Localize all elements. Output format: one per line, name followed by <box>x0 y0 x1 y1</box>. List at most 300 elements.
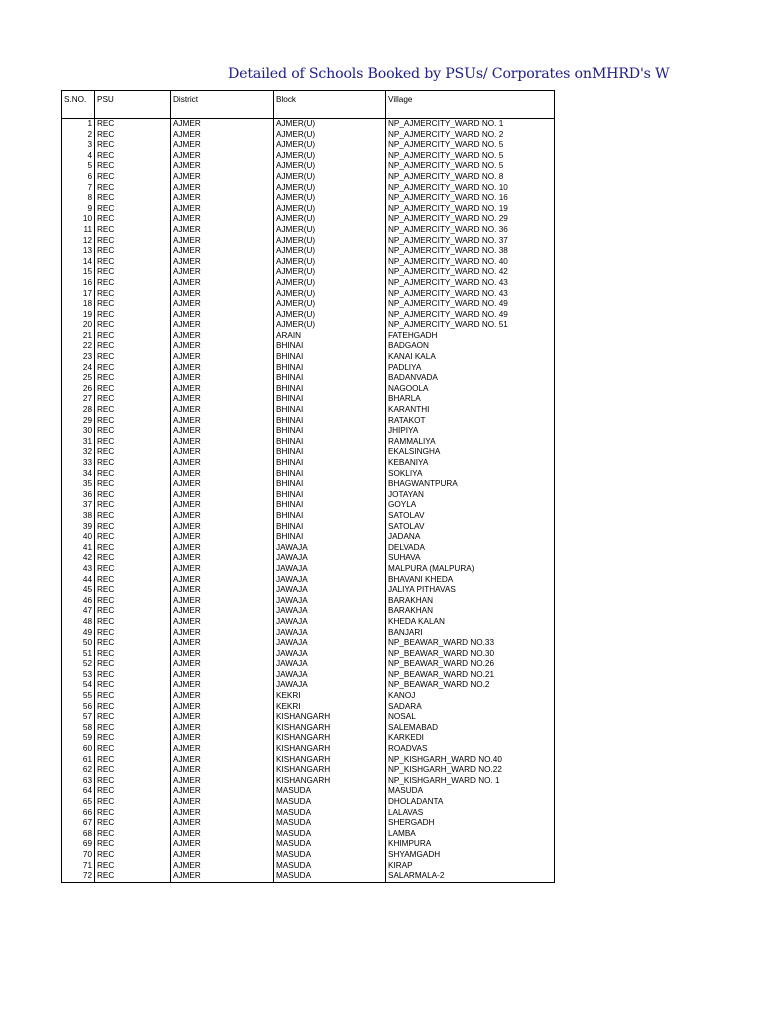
column-header-sno: S.NO. <box>62 91 95 119</box>
cell-district: AJMER <box>171 585 274 596</box>
cell-block: AJMER(U) <box>274 289 386 300</box>
cell-village: BANJARI <box>386 628 555 639</box>
cell-village: NP_KISHGARH_WARD NO. 1 <box>386 776 555 787</box>
cell-district: AJMER <box>171 638 274 649</box>
cell-block: MASUDA <box>274 839 386 850</box>
cell-village: NP_AJMERCITY_WARD NO. 42 <box>386 267 555 278</box>
cell-psu: REC <box>95 352 171 363</box>
cell-block: MASUDA <box>274 871 386 882</box>
cell-sno: 63 <box>62 776 95 787</box>
table-row <box>62 320 555 331</box>
cell-block: AJMER(U) <box>274 130 386 141</box>
table-row <box>62 490 555 501</box>
cell-sno: 29 <box>62 416 95 427</box>
cell-village: JOTAYAN <box>386 490 555 501</box>
cell-village: NP_AJMERCITY_WARD NO. 1 <box>386 119 555 130</box>
cell-village: BHAVANI KHEDA <box>386 575 555 586</box>
table-row <box>62 246 555 257</box>
table-row <box>62 310 555 321</box>
cell-district: AJMER <box>171 712 274 723</box>
cell-block: AJMER(U) <box>274 320 386 331</box>
cell-sno: 33 <box>62 458 95 469</box>
cell-block: BHINAI <box>274 394 386 405</box>
cell-block: AJMER(U) <box>274 204 386 215</box>
cell-block: KISHANGARH <box>274 723 386 734</box>
cell-sno: 18 <box>62 299 95 310</box>
table-row <box>62 818 555 829</box>
cell-block: AJMER(U) <box>274 140 386 151</box>
cell-psu: REC <box>95 299 171 310</box>
cell-village: KARKEDI <box>386 733 555 744</box>
cell-district: AJMER <box>171 691 274 702</box>
cell-district: AJMER <box>171 829 274 840</box>
cell-psu: REC <box>95 130 171 141</box>
cell-sno: 72 <box>62 871 95 882</box>
cell-sno: 14 <box>62 257 95 268</box>
cell-sno: 5 <box>62 161 95 172</box>
cell-psu: REC <box>95 638 171 649</box>
cell-psu: REC <box>95 839 171 850</box>
cell-psu: REC <box>95 479 171 490</box>
table-row <box>62 352 555 363</box>
table-row <box>62 151 555 162</box>
cell-district: AJMER <box>171 744 274 755</box>
cell-psu: REC <box>95 278 171 289</box>
cell-village: LALAVAS <box>386 808 555 819</box>
table-row <box>62 575 555 586</box>
cell-block: JAWAJA <box>274 628 386 639</box>
table-row <box>62 712 555 723</box>
cell-block: KEKRI <box>274 691 386 702</box>
cell-psu: REC <box>95 522 171 533</box>
table-row <box>62 702 555 713</box>
cell-sno: 21 <box>62 331 95 342</box>
cell-sno: 70 <box>62 850 95 861</box>
cell-sno: 34 <box>62 469 95 480</box>
cell-block: AJMER(U) <box>274 236 386 247</box>
cell-village: NP_BEAWAR_WARD NO.21 <box>386 670 555 681</box>
table-row <box>62 193 555 204</box>
cell-psu: REC <box>95 511 171 522</box>
cell-sno: 69 <box>62 839 95 850</box>
cell-block: AJMER(U) <box>274 151 386 162</box>
table-body <box>62 119 555 883</box>
cell-block: AJMER(U) <box>274 299 386 310</box>
cell-district: AJMER <box>171 733 274 744</box>
cell-sno: 59 <box>62 733 95 744</box>
cell-block: BHINAI <box>274 363 386 374</box>
cell-block: JAWAJA <box>274 680 386 691</box>
cell-district: AJMER <box>171 193 274 204</box>
table-row <box>62 543 555 554</box>
cell-district: AJMER <box>171 151 274 162</box>
cell-sno: 52 <box>62 659 95 670</box>
cell-psu: REC <box>95 458 171 469</box>
cell-psu: REC <box>95 596 171 607</box>
cell-village: JHIPIYA <box>386 426 555 437</box>
cell-village: SOKLIYA <box>386 469 555 480</box>
cell-block: BHINAI <box>274 405 386 416</box>
cell-block: BHINAI <box>274 416 386 427</box>
cell-village: SHYAMGADH <box>386 850 555 861</box>
table-row <box>62 659 555 670</box>
cell-block: MASUDA <box>274 808 386 819</box>
cell-psu: REC <box>95 564 171 575</box>
cell-village: BARAKHAN <box>386 596 555 607</box>
cell-psu: REC <box>95 617 171 628</box>
cell-sno: 65 <box>62 797 95 808</box>
cell-district: AJMER <box>171 363 274 374</box>
cell-district: AJMER <box>171 214 274 225</box>
cell-block: ARAIN <box>274 331 386 342</box>
cell-block: BHINAI <box>274 437 386 448</box>
cell-sno: 39 <box>62 522 95 533</box>
cell-district: AJMER <box>171 416 274 427</box>
cell-sno: 4 <box>62 151 95 162</box>
cell-block: JAWAJA <box>274 543 386 554</box>
table-row <box>62 331 555 342</box>
cell-sno: 38 <box>62 511 95 522</box>
cell-village: NP_AJMERCITY_WARD NO. 5 <box>386 151 555 162</box>
cell-village: SHERGADH <box>386 818 555 829</box>
cell-sno: 60 <box>62 744 95 755</box>
table-row <box>62 776 555 787</box>
cell-sno: 6 <box>62 172 95 183</box>
cell-sno: 67 <box>62 818 95 829</box>
table-row <box>62 617 555 628</box>
cell-sno: 50 <box>62 638 95 649</box>
cell-district: AJMER <box>171 384 274 395</box>
cell-psu: REC <box>95 225 171 236</box>
cell-sno: 7 <box>62 183 95 194</box>
cell-district: AJMER <box>171 172 274 183</box>
cell-block: JAWAJA <box>274 596 386 607</box>
cell-district: AJMER <box>171 797 274 808</box>
table-row <box>62 384 555 395</box>
cell-psu: REC <box>95 829 171 840</box>
cell-block: BHINAI <box>274 522 386 533</box>
cell-psu: REC <box>95 267 171 278</box>
cell-district: AJMER <box>171 617 274 628</box>
cell-sno: 51 <box>62 649 95 660</box>
cell-psu: REC <box>95 490 171 501</box>
cell-block: AJMER(U) <box>274 225 386 236</box>
cell-sno: 43 <box>62 564 95 575</box>
table-row <box>62 426 555 437</box>
cell-psu: REC <box>95 246 171 257</box>
cell-psu: REC <box>95 733 171 744</box>
cell-village: SATOLAV <box>386 511 555 522</box>
cell-block: MASUDA <box>274 861 386 872</box>
cell-sno: 42 <box>62 553 95 564</box>
table-row <box>62 183 555 194</box>
cell-psu: REC <box>95 172 171 183</box>
cell-district: AJMER <box>171 564 274 575</box>
cell-district: AJMER <box>171 659 274 670</box>
cell-sno: 17 <box>62 289 95 300</box>
cell-block: BHINAI <box>274 426 386 437</box>
cell-sno: 13 <box>62 246 95 257</box>
cell-village: JADANA <box>386 532 555 543</box>
cell-village: BADGAON <box>386 341 555 352</box>
cell-psu: REC <box>95 405 171 416</box>
cell-block: KISHANGARH <box>274 765 386 776</box>
table-row <box>62 267 555 278</box>
cell-village: NP_AJMERCITY_WARD NO. 19 <box>386 204 555 215</box>
cell-district: AJMER <box>171 458 274 469</box>
cell-district: AJMER <box>171 225 274 236</box>
cell-sno: 30 <box>62 426 95 437</box>
cell-block: JAWAJA <box>274 659 386 670</box>
cell-psu: REC <box>95 193 171 204</box>
cell-village: NP_AJMERCITY_WARD NO. 37 <box>386 236 555 247</box>
cell-sno: 46 <box>62 596 95 607</box>
cell-psu: REC <box>95 755 171 766</box>
cell-psu: REC <box>95 447 171 458</box>
cell-block: AJMER(U) <box>274 214 386 225</box>
cell-village: JALIYA PITHAVAS <box>386 585 555 596</box>
cell-village: EKALSINGHA <box>386 447 555 458</box>
cell-psu: REC <box>95 363 171 374</box>
cell-district: AJMER <box>171 130 274 141</box>
cell-block: MASUDA <box>274 829 386 840</box>
table-row <box>62 373 555 384</box>
table-row <box>62 214 555 225</box>
table-row <box>62 225 555 236</box>
cell-village: NP_AJMERCITY_WARD NO. 49 <box>386 299 555 310</box>
cell-psu: REC <box>95 797 171 808</box>
cell-block: MASUDA <box>274 850 386 861</box>
cell-block: BHINAI <box>274 532 386 543</box>
cell-block: BHINAI <box>274 500 386 511</box>
cell-psu: REC <box>95 373 171 384</box>
cell-village: NP_BEAWAR_WARD NO.2 <box>386 680 555 691</box>
cell-sno: 68 <box>62 829 95 840</box>
cell-village: KARANTHI <box>386 405 555 416</box>
cell-district: AJMER <box>171 649 274 660</box>
cell-district: AJMER <box>171 596 274 607</box>
cell-psu: REC <box>95 384 171 395</box>
cell-psu: REC <box>95 437 171 448</box>
cell-sno: 40 <box>62 532 95 543</box>
cell-block: JAWAJA <box>274 575 386 586</box>
cell-psu: REC <box>95 628 171 639</box>
cell-village: NP_AJMERCITY_WARD NO. 40 <box>386 257 555 268</box>
table-row <box>62 458 555 469</box>
cell-psu: REC <box>95 532 171 543</box>
table-row <box>62 638 555 649</box>
cell-sno: 28 <box>62 405 95 416</box>
cell-district: AJMER <box>171 267 274 278</box>
table-row <box>62 500 555 511</box>
cell-sno: 16 <box>62 278 95 289</box>
table-header-row <box>62 91 555 119</box>
cell-sno: 10 <box>62 214 95 225</box>
cell-sno: 49 <box>62 628 95 639</box>
cell-sno: 26 <box>62 384 95 395</box>
cell-village: RATAKOT <box>386 416 555 427</box>
cell-village: NP_AJMERCITY_WARD NO. 10 <box>386 183 555 194</box>
table-row <box>62 522 555 533</box>
cell-block: KEKRI <box>274 702 386 713</box>
cell-psu: REC <box>95 394 171 405</box>
table-row <box>62 532 555 543</box>
cell-sno: 58 <box>62 723 95 734</box>
cell-sno: 31 <box>62 437 95 448</box>
column-header-block: Block <box>274 91 386 119</box>
cell-psu: REC <box>95 543 171 554</box>
cell-sno: 24 <box>62 363 95 374</box>
table-row <box>62 628 555 639</box>
table-row <box>62 479 555 490</box>
cell-psu: REC <box>95 310 171 321</box>
cell-district: AJMER <box>171 575 274 586</box>
cell-psu: REC <box>95 500 171 511</box>
cell-village: NP_BEAWAR_WARD NO.33 <box>386 638 555 649</box>
column-header-village: Village <box>386 91 555 119</box>
cell-village: BHAGWANTPURA <box>386 479 555 490</box>
page-title: Detailed of Schools Booked by PSUs/ Corporates onMHRD's W <box>228 66 670 82</box>
cell-village: SADARA <box>386 702 555 713</box>
cell-psu: REC <box>95 469 171 480</box>
cell-district: AJMER <box>171 405 274 416</box>
table-row <box>62 765 555 776</box>
cell-sno: 54 <box>62 680 95 691</box>
cell-district: AJMER <box>171 818 274 829</box>
column-header-psu: PSU <box>95 91 171 119</box>
cell-village: GOYLA <box>386 500 555 511</box>
cell-district: AJMER <box>171 373 274 384</box>
table-row <box>62 606 555 617</box>
cell-sno: 3 <box>62 140 95 151</box>
cell-village: KANOJ <box>386 691 555 702</box>
cell-sno: 8 <box>62 193 95 204</box>
table-row <box>62 437 555 448</box>
cell-district: AJMER <box>171 522 274 533</box>
cell-block: BHINAI <box>274 447 386 458</box>
cell-psu: REC <box>95 553 171 564</box>
cell-district: AJMER <box>171 765 274 776</box>
cell-block: AJMER(U) <box>274 246 386 257</box>
cell-sno: 23 <box>62 352 95 363</box>
cell-village: NP_BEAWAR_WARD NO.26 <box>386 659 555 670</box>
table-row <box>62 140 555 151</box>
cell-block: BHINAI <box>274 469 386 480</box>
cell-block: AJMER(U) <box>274 257 386 268</box>
cell-sno: 64 <box>62 786 95 797</box>
table-row <box>62 797 555 808</box>
cell-psu: REC <box>95 331 171 342</box>
cell-village: LAMBA <box>386 829 555 840</box>
cell-village: MALPURA (MALPURA) <box>386 564 555 575</box>
cell-village: NP_AJMERCITY_WARD NO. 8 <box>386 172 555 183</box>
cell-block: AJMER(U) <box>274 161 386 172</box>
cell-district: AJMER <box>171 140 274 151</box>
cell-district: AJMER <box>171 479 274 490</box>
cell-sno: 1 <box>62 119 95 130</box>
cell-village: ROADVAS <box>386 744 555 755</box>
cell-psu: REC <box>95 204 171 215</box>
table-row <box>62 119 555 130</box>
cell-district: AJMER <box>171 850 274 861</box>
cell-district: AJMER <box>171 257 274 268</box>
cell-psu: REC <box>95 257 171 268</box>
cell-district: AJMER <box>171 553 274 564</box>
table-row <box>62 850 555 861</box>
cell-village: DELVADA <box>386 543 555 554</box>
table-row <box>62 363 555 374</box>
cell-village: BARAKHAN <box>386 606 555 617</box>
schools-table <box>61 90 555 883</box>
cell-psu: REC <box>95 659 171 670</box>
cell-sno: 53 <box>62 670 95 681</box>
table-row <box>62 755 555 766</box>
cell-district: AJMER <box>171 469 274 480</box>
table-row <box>62 871 555 882</box>
cell-district: AJMER <box>171 310 274 321</box>
cell-district: AJMER <box>171 839 274 850</box>
cell-block: AJMER(U) <box>274 172 386 183</box>
table-row <box>62 204 555 215</box>
cell-village: NP_KISHGARH_WARD NO.22 <box>386 765 555 776</box>
cell-sno: 32 <box>62 447 95 458</box>
cell-psu: REC <box>95 416 171 427</box>
cell-psu: REC <box>95 341 171 352</box>
cell-village: KANAI KALA <box>386 352 555 363</box>
cell-district: AJMER <box>171 755 274 766</box>
cell-village: SUHAVA <box>386 553 555 564</box>
cell-district: AJMER <box>171 183 274 194</box>
cell-sno: 9 <box>62 204 95 215</box>
table-row <box>62 596 555 607</box>
table-row <box>62 405 555 416</box>
cell-district: AJMER <box>171 447 274 458</box>
table-row <box>62 744 555 755</box>
cell-district: AJMER <box>171 352 274 363</box>
cell-village: FATEHGADH <box>386 331 555 342</box>
cell-block: JAWAJA <box>274 564 386 575</box>
cell-district: AJMER <box>171 299 274 310</box>
cell-village: NP_KISHGARH_WARD NO.40 <box>386 755 555 766</box>
cell-district: AJMER <box>171 606 274 617</box>
cell-sno: 66 <box>62 808 95 819</box>
cell-block: JAWAJA <box>274 617 386 628</box>
cell-psu: REC <box>95 161 171 172</box>
cell-village: KHIMPURA <box>386 839 555 850</box>
cell-psu: REC <box>95 289 171 300</box>
table-row <box>62 289 555 300</box>
cell-village: NP_AJMERCITY_WARD NO. 29 <box>386 214 555 225</box>
cell-village: NP_BEAWAR_WARD NO.30 <box>386 649 555 660</box>
cell-block: JAWAJA <box>274 638 386 649</box>
cell-village: DHOLADANTA <box>386 797 555 808</box>
table-row <box>62 416 555 427</box>
cell-sno: 47 <box>62 606 95 617</box>
cell-village: NP_AJMERCITY_WARD NO. 49 <box>386 310 555 321</box>
cell-district: AJMER <box>171 331 274 342</box>
table-row <box>62 161 555 172</box>
cell-sno: 56 <box>62 702 95 713</box>
cell-psu: REC <box>95 585 171 596</box>
cell-block: MASUDA <box>274 818 386 829</box>
cell-psu: REC <box>95 151 171 162</box>
table-row <box>62 236 555 247</box>
cell-village: NP_AJMERCITY_WARD NO. 38 <box>386 246 555 257</box>
cell-block: KISHANGARH <box>274 776 386 787</box>
cell-block: KISHANGARH <box>274 733 386 744</box>
cell-block: MASUDA <box>274 786 386 797</box>
cell-sno: 2 <box>62 130 95 141</box>
